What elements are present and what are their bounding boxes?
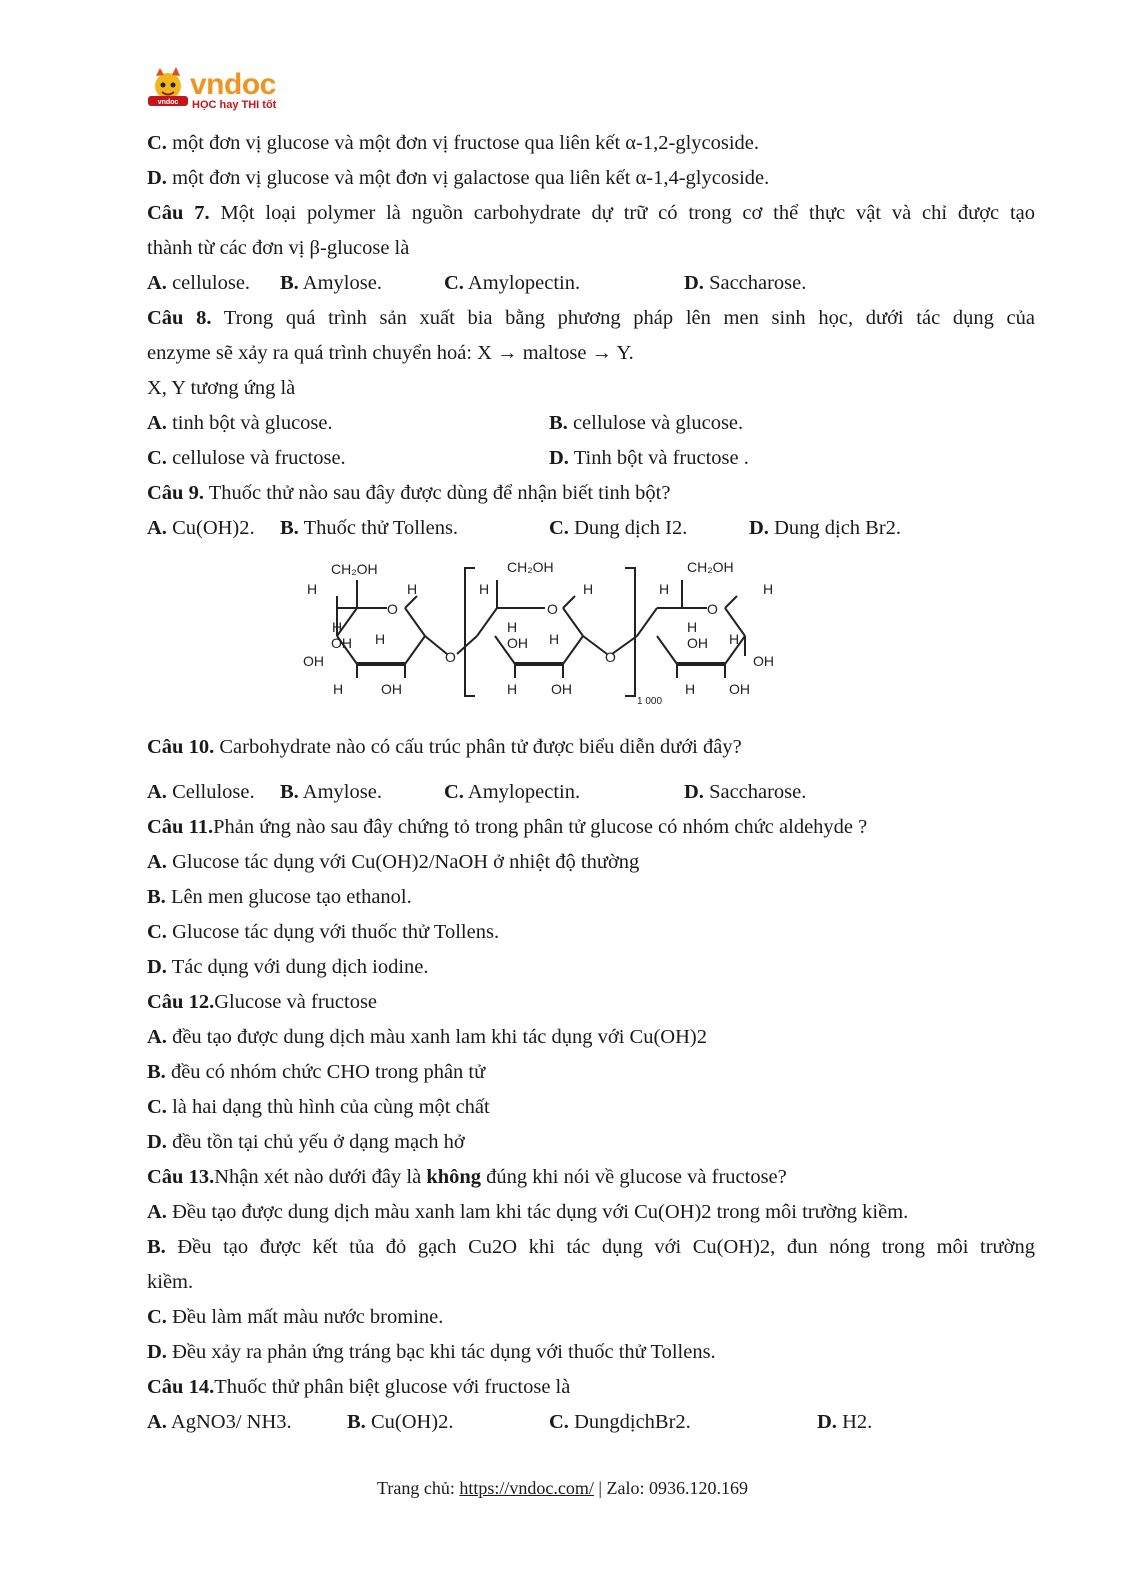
question-label: Câu 9. bbox=[147, 482, 204, 504]
question-text: Phản ứng nào sau đây chứng tỏ trong phân tử glucose có nhóm chức aldehyde ? bbox=[213, 816, 868, 838]
option-text: Amylose. bbox=[298, 781, 382, 803]
q12-question bbox=[147, 985, 1035, 1020]
oh-label: OH bbox=[303, 653, 324, 669]
question-text: đúng khi nói về glucose và fructose? bbox=[481, 1166, 787, 1188]
document-body bbox=[147, 126, 1035, 1440]
repeat-count-label: 1 000 bbox=[637, 696, 663, 707]
option-text: Saccharose. bbox=[703, 781, 807, 803]
option-label: D. bbox=[147, 1131, 167, 1153]
q9-question bbox=[147, 476, 1035, 511]
question-text: Trong quá trình sản xuất bia bằng phương pháp lên men sinh học, dưới tác dụng của bbox=[211, 307, 1035, 329]
option-label: D. bbox=[147, 956, 167, 978]
option-text: một đơn vị glucose và một đơn vị galactose qua liên kết α-1,4-glycoside. bbox=[166, 167, 770, 189]
oh-label: OH bbox=[381, 681, 402, 697]
q9-option-b bbox=[280, 511, 458, 546]
option-text: một đơn vị glucose và một đơn vị fructose qua liên kết α-1,2-glycoside. bbox=[166, 132, 760, 154]
q12-option-c bbox=[147, 1090, 1035, 1125]
structure-diagram bbox=[303, 556, 827, 716]
option-text: Saccharose. bbox=[703, 272, 807, 294]
oh-label: OH bbox=[753, 653, 774, 669]
q14-options bbox=[147, 1405, 1035, 1440]
q13-question bbox=[147, 1160, 1035, 1195]
q7-question-cont: thành từ các đơn vị β-glucose là bbox=[147, 237, 410, 259]
option-text: đều có nhóm chức CHO trong phân tử bbox=[165, 1061, 486, 1083]
option-text: Amylose. bbox=[298, 272, 382, 294]
option-text: Đều tạo được dung dịch màu xanh lam khi tác dụng với Cu(OH)2 trong môi trường kiềm. bbox=[166, 1201, 909, 1223]
question-label: Câu 11. bbox=[147, 816, 214, 838]
question-text: Carbohydrate nào có cấu trúc phân tử được biểu diễn dưới đây? bbox=[214, 736, 742, 758]
option-label: B. bbox=[280, 272, 299, 294]
footer-prefix: Trang chủ: bbox=[377, 1478, 460, 1498]
question-text: Thuốc thử nào sau đây được dùng để nhận biết tinh bột? bbox=[203, 482, 671, 504]
option-text: DungdịchBr2. bbox=[568, 1411, 691, 1433]
option-label: D. bbox=[684, 781, 704, 803]
ch2oh-label: CH₂OH bbox=[687, 559, 734, 575]
question-label: Câu 14. bbox=[147, 1376, 215, 1398]
q9-option-a bbox=[147, 511, 255, 546]
h-label: H bbox=[332, 619, 343, 635]
h-label: H bbox=[407, 581, 418, 597]
option-text: Dung dịch I2. bbox=[568, 517, 688, 539]
q14-option-c bbox=[549, 1405, 691, 1440]
option-label: A. bbox=[147, 1026, 167, 1048]
h-label: H bbox=[763, 581, 774, 597]
svg-text:vndoc: vndoc bbox=[157, 99, 179, 106]
oh-label: OH bbox=[331, 635, 352, 651]
oh-label: OH bbox=[729, 681, 750, 697]
option-label: C. bbox=[147, 921, 167, 943]
option-text: Đều tạo được kết tủa đỏ gạch Cu2O khi tác dụng với Cu(OH)2, đun nóng trong môi trường bbox=[165, 1236, 1035, 1258]
option-label: A. bbox=[147, 517, 167, 539]
option-text: Glucose tác dụng với thuốc thử Tollens. bbox=[166, 921, 500, 943]
q10-option-c bbox=[444, 775, 580, 810]
option-label: D. bbox=[817, 1411, 837, 1433]
option-label: A. bbox=[147, 412, 167, 434]
q8-question-cont2: X, Y tương ứng là bbox=[147, 377, 296, 399]
option-text: Cellulose. bbox=[166, 781, 255, 803]
question-label: Câu 10. bbox=[147, 736, 215, 758]
question-label: Câu 8. bbox=[147, 307, 212, 329]
q11-option-d bbox=[147, 950, 1035, 985]
q8-question bbox=[147, 301, 1035, 336]
option-label: B. bbox=[147, 1061, 166, 1083]
q8-options-row2 bbox=[147, 441, 1035, 476]
option-text: Thuốc thử Tollens. bbox=[298, 517, 459, 539]
o-label: O bbox=[445, 649, 456, 665]
q9-option-c bbox=[549, 511, 687, 546]
h-label: H bbox=[307, 581, 318, 597]
h-label: H bbox=[507, 681, 518, 697]
q8-option-c bbox=[147, 441, 346, 476]
q10-option-a bbox=[147, 775, 255, 810]
option-text: Dung dịch Br2. bbox=[768, 517, 902, 539]
question-text: Một loại polymer là nguồn carbohydrate dự trữ có trong cơ thể thực vật và chỉ được tạo bbox=[209, 202, 1035, 224]
q7-option-c bbox=[444, 266, 580, 301]
h-label: H bbox=[583, 581, 594, 597]
option-label: B. bbox=[147, 1236, 166, 1258]
q6-option-d bbox=[147, 161, 1035, 196]
h-label: H bbox=[685, 681, 696, 697]
option-label: D. bbox=[549, 447, 569, 469]
option-label: C. bbox=[147, 447, 167, 469]
option-label: A. bbox=[147, 1201, 167, 1223]
footer-contact: | Zalo: 0936.120.169 bbox=[593, 1478, 748, 1498]
h-label: H bbox=[333, 681, 344, 697]
q8-option-b bbox=[549, 406, 743, 441]
question-label: Câu 13. bbox=[147, 1166, 215, 1188]
option-label: D. bbox=[684, 272, 704, 294]
option-text: Amylopectin. bbox=[463, 272, 581, 294]
q9-option-d bbox=[749, 511, 901, 546]
option-text: cellulose và glucose. bbox=[567, 412, 744, 434]
o-label: O bbox=[387, 601, 398, 617]
oh-label: OH bbox=[551, 681, 572, 697]
q6-option-c bbox=[147, 126, 1035, 161]
option-text: Đều xảy ra phản ứng tráng bạc khi tác dụng với thuốc thử Tollens. bbox=[166, 1341, 716, 1363]
q7-option-d bbox=[684, 266, 806, 301]
q8-option-a bbox=[147, 406, 333, 441]
vndoc-logo[interactable] bbox=[146, 66, 296, 118]
option-text: AgNO3/ NH3. bbox=[166, 1411, 292, 1433]
q12-option-a bbox=[147, 1020, 1035, 1055]
brand-tagline: HỌC hay THI tốt bbox=[192, 99, 277, 111]
o-label: O bbox=[605, 649, 616, 665]
option-text: Cu(OH)2. bbox=[166, 517, 255, 539]
option-label: C. bbox=[147, 132, 167, 154]
q13-option-a bbox=[147, 1195, 1035, 1230]
option-label: C. bbox=[444, 781, 464, 803]
option-text: là hai dạng thù hình của cùng một chất bbox=[166, 1096, 490, 1118]
option-label: C. bbox=[444, 272, 464, 294]
option-label: D. bbox=[749, 517, 769, 539]
q8-option-d bbox=[549, 441, 749, 476]
h-label: H bbox=[729, 631, 740, 647]
option-label: B. bbox=[549, 412, 568, 434]
o-label: O bbox=[707, 601, 718, 617]
option-label: B. bbox=[280, 781, 299, 803]
option-label: C. bbox=[147, 1306, 167, 1328]
q12-option-d bbox=[147, 1125, 1035, 1160]
h-label: H bbox=[659, 581, 670, 597]
q7-option-b bbox=[280, 266, 382, 301]
option-text: Amylopectin. bbox=[463, 781, 581, 803]
ch2oh-label: CH₂OH bbox=[507, 559, 554, 575]
q14-option-a bbox=[147, 1405, 292, 1440]
q14-option-b bbox=[347, 1405, 454, 1440]
option-label: B. bbox=[280, 517, 299, 539]
mascot-icon bbox=[146, 66, 194, 114]
option-text: cellulose. bbox=[166, 272, 251, 294]
h-label: H bbox=[507, 619, 518, 635]
oh-label: OH bbox=[687, 635, 708, 651]
q11-option-c bbox=[147, 915, 1035, 950]
homepage-link[interactable]: https://vndoc.com/ bbox=[459, 1478, 594, 1498]
q10-option-b bbox=[280, 775, 382, 810]
ch2oh-label: CH₂OH bbox=[331, 561, 378, 577]
q11-question bbox=[147, 810, 1035, 845]
q13-option-d bbox=[147, 1335, 1035, 1370]
option-text: H2. bbox=[836, 1411, 873, 1433]
question-emphasis: không bbox=[426, 1166, 482, 1188]
option-label: B. bbox=[147, 886, 166, 908]
polysaccharide-structure-figure bbox=[147, 552, 1035, 722]
question-text: Thuốc thử phân biệt glucose với fructose là bbox=[214, 1376, 571, 1398]
q9-options bbox=[147, 511, 1035, 546]
option-label: C. bbox=[147, 1096, 167, 1118]
option-text: đều tồn tại chủ yếu ở dạng mạch hở bbox=[166, 1131, 465, 1153]
option-label: C. bbox=[549, 517, 569, 539]
option-label: A. bbox=[147, 1411, 167, 1433]
q14-option-d bbox=[817, 1405, 872, 1440]
q7-option-a bbox=[147, 266, 250, 301]
q11-option-a bbox=[147, 845, 1035, 880]
h-label: H bbox=[549, 631, 560, 647]
option-label: A. bbox=[147, 781, 167, 803]
question-text: Glucose và fructose bbox=[214, 991, 378, 1013]
q11-option-b bbox=[147, 880, 1035, 915]
q14-question bbox=[147, 1370, 1035, 1405]
option-text: Cu(OH)2. bbox=[365, 1411, 454, 1433]
brand-name: vndoc bbox=[190, 68, 276, 101]
q13-option-b bbox=[147, 1230, 1035, 1265]
option-text: Lên men glucose tạo ethanol. bbox=[165, 886, 412, 908]
o-label: O bbox=[547, 601, 558, 617]
option-text: cellulose và fructose. bbox=[166, 447, 346, 469]
option-text: đều tạo được dung dịch màu xanh lam khi tác dụng với Cu(OH)2 bbox=[166, 1026, 707, 1048]
page-footer bbox=[0, 1478, 1125, 1499]
q10-option-d bbox=[684, 775, 806, 810]
h-label: H bbox=[375, 631, 386, 647]
option-label: D. bbox=[147, 1341, 167, 1363]
q7-options bbox=[147, 266, 1035, 301]
q13-option-b-cont: kiềm. bbox=[147, 1271, 194, 1293]
q13-option-c bbox=[147, 1300, 1035, 1335]
option-text: Tác dụng với dung dịch iodine. bbox=[166, 956, 429, 978]
option-text: Tinh bột và fructose . bbox=[568, 447, 749, 469]
h-label: H bbox=[479, 581, 490, 597]
option-label: A. bbox=[147, 851, 167, 873]
option-text: Đều làm mất màu nước bromine. bbox=[166, 1306, 444, 1328]
q12-option-b bbox=[147, 1055, 1035, 1090]
question-text: Nhận xét nào dưới đây là bbox=[214, 1166, 427, 1188]
option-label: C. bbox=[549, 1411, 569, 1433]
q10-options bbox=[147, 775, 1035, 810]
option-label: B. bbox=[347, 1411, 366, 1433]
option-label: D. bbox=[147, 167, 167, 189]
q10-question bbox=[147, 730, 1035, 765]
q7-question bbox=[147, 196, 1035, 231]
question-label: Câu 12. bbox=[147, 991, 215, 1013]
h-label: H bbox=[687, 619, 698, 635]
option-text: tinh bột và glucose. bbox=[166, 412, 333, 434]
oh-label: OH bbox=[507, 635, 528, 651]
option-text: Glucose tác dụng với Cu(OH)2/NaOH ở nhiệt độ thường bbox=[166, 851, 640, 873]
q8-question-cont: enzyme sẽ xảy ra quá trình chuyển hoá: X → maltose → Y. bbox=[147, 342, 634, 364]
q8-options-row1 bbox=[147, 406, 1035, 441]
option-label: A. bbox=[147, 272, 167, 294]
question-label: Câu 7. bbox=[147, 202, 210, 224]
